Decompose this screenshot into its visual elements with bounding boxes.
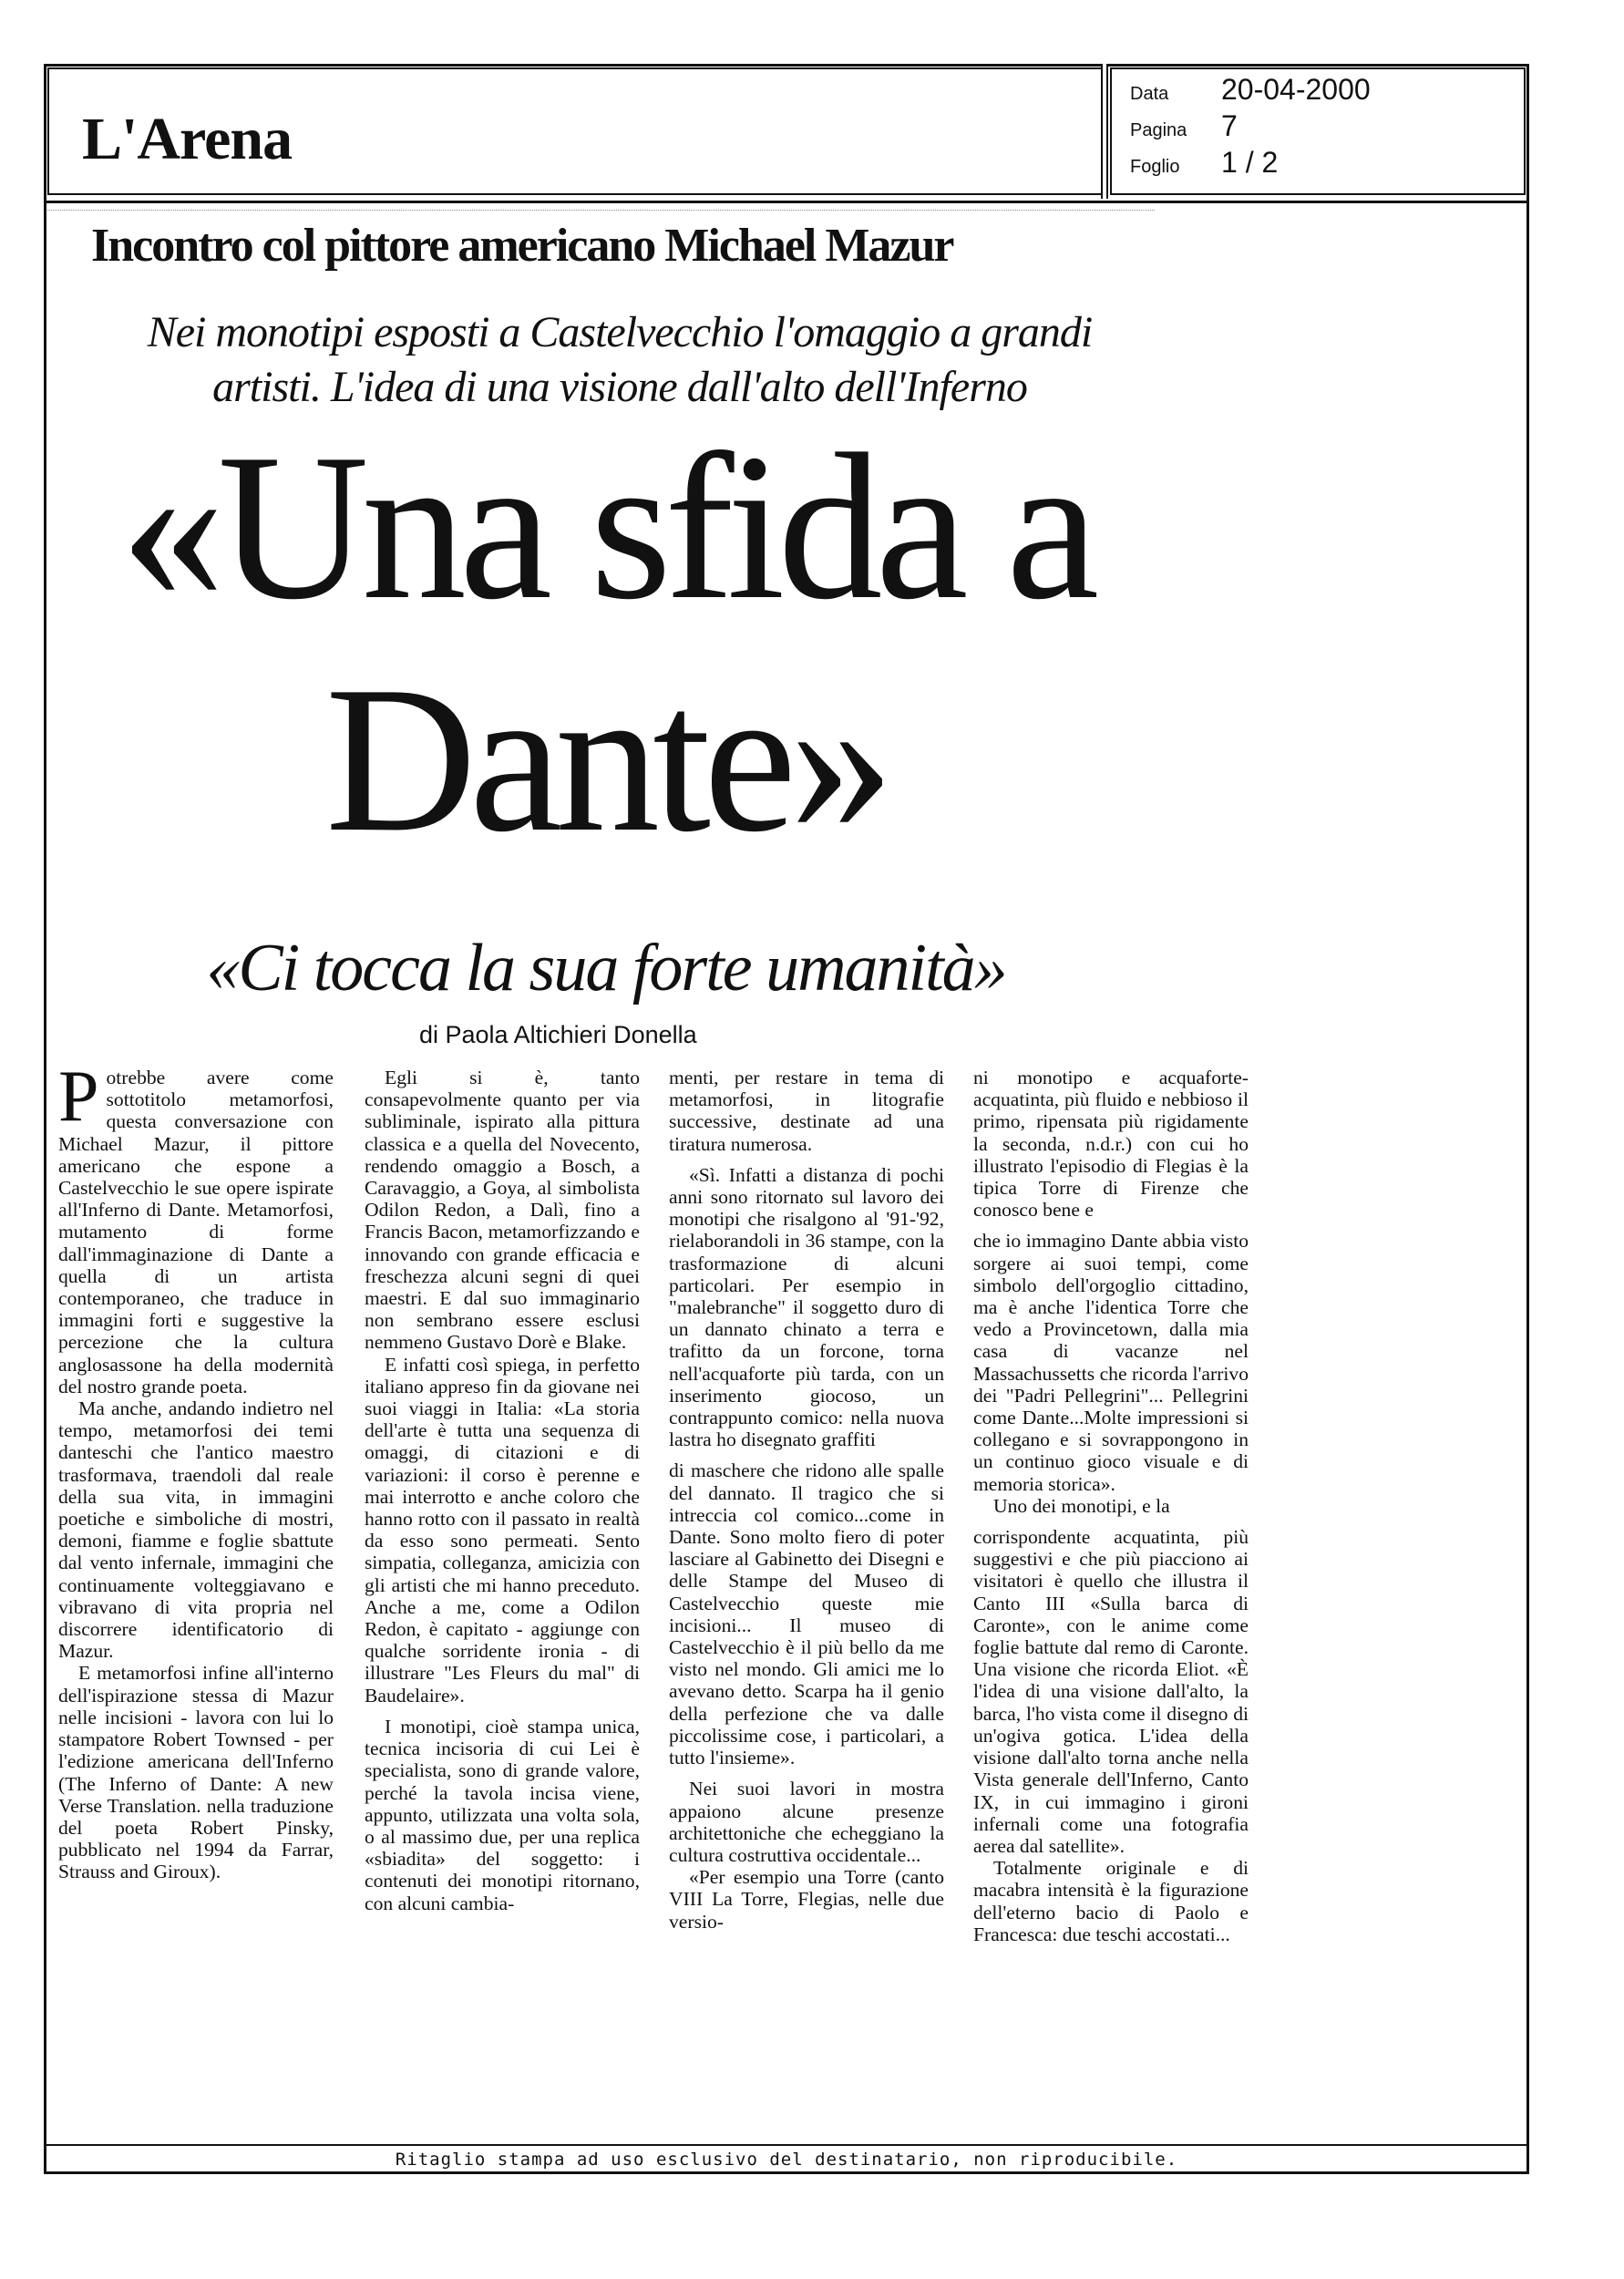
paragraph: ni monotipo e acquaforte-acquatinta, più fluido e nebbioso il primo, ripensata più rigidamente la seconda, n.d.r.) con cui ho illustrato l'episodio di Flegias è la tipica Torre di Firenze che conosco bene e [973, 1067, 1249, 1222]
sheet-value: 1 / 2 [1221, 146, 1279, 179]
paragraph: Uno dei monotipi, e la [993, 1494, 1170, 1517]
article-quote: «Ci tocca la sua forte umanità» [206, 931, 1006, 1005]
page-value: 7 [1221, 109, 1238, 142]
paragraph: Totalmente originale e di macabra intensità è la figurazione dell'eterno bacio di Paolo e Francesca: due teschi accostati... [973, 1857, 1249, 1945]
header-separator [1101, 64, 1108, 199]
paragraph: Potrebbe avere come sottotitolo metamorfosi, questa conversazione con Michael Mazur, il pittore americano che espone a Castelvecchio le sue opere ispirate all'Inferno di Dante. Metamorfosi, mutamento di forme dall'immaginazione di Dante a quella di un artista contemporaneo, che traduce in immagini forti e suggestive la percezione che la cultura anglosassone ha della modernità del nostro grande poeta. [58, 1057, 334, 1397]
paragraph: di maschere che ridono alle spalle del dannato. Il tragico che si intreccia col comico...come in Dante. Sono molto fiero di poter lasciare al Gabinetto dei Disegni e delle Stampe del Museo di Castelvecchio queste mie incisioni... Il museo di Castelvecchio è il più bello da me visto nel mondo. Gli amici me lo avevano detto. Scarpa ha il genio della perfezione che va dalle piccolissime cose, i particolari, a tutto l'insieme». [669, 1459, 944, 1769]
article-kicker: Incontro col pittore americano Michael Mazur [91, 220, 953, 272]
drop-cap: P [58, 1057, 99, 1137]
footer-rule [44, 2144, 1529, 2146]
article-column-4 [973, 1067, 1249, 1945]
newspaper-logo: L'Arena [82, 106, 293, 172]
paragraph: Ma anche, andando indietro nel tempo, metamorfosi dei temi danteschi che l'antico maestro trasformava, traendoli dal reale della sua vita, in immagini poetiche e simboliche di mostri, demoni, fiamme e foglie sbattute dal vento infernale, immagini che continuamente volteggiavano e vibravano di vita propria nel discorrere identificatorio di Mazur. [58, 1397, 334, 1663]
article-headline: «Una sfida a Dante» [119, 410, 1093, 875]
paragraph: E metamorfosi infine all'interno dell'ispirazione stessa di Mazur nelle incisioni - lavora con lui lo stampatore Robert Townsed - per l'edizione americana dell'Inferno (The Inferno of Dante: A new Verse Translation. nella traduzione del poeta Robert Pinsky, pubblicato nel 1994 da Farrar, Strauss and Giroux). [58, 1662, 334, 1883]
date-value: 20-04-2000 [1221, 73, 1371, 106]
sheet-label: Foglio [1130, 157, 1180, 177]
article-subtitle: Nei monotipi esposti a Castelvecchio l'omaggio a grandi artisti. L'idea di una visione dall'alto dell'Inferno [147, 308, 1093, 411]
article-column-2 [365, 1067, 640, 1914]
article-byline: di Paola Altichieri Donella [419, 1021, 697, 1048]
paragraph: corrispondente acquatinta, più suggestivi e che più piacciono ai visitatori è quello che illustra il Canto III «Sulla barca di Caronte», con le anime come foglie battute dal remo di Caronte. Una visione che ricorda Eliot. «È l'idea di una visione dall'alto, la barca, l'ho vista come il disegno di un'ogiva gotica. L'idea della visione dall'alto torna anche nella Vista generale dell'Inferno, Canto IX, in cui immagino i gironi infernali come una fotografia aerea dal satellite». [973, 1526, 1249, 1857]
paragraph: Nei suoi lavori in mostra appaiono alcune presenze architettoniche che echeggiano la cultura costruttiva occidentale... [669, 1778, 944, 1866]
article-column-3 [669, 1067, 944, 1933]
dotted-rule [47, 210, 1155, 211]
paragraph: E infatti così spiega, in perfetto italiano appreso fin da giovane nei suoi viaggi in Italia: «La storia dell'arte è tutta una sequenza di omaggi, di citazioni e di variazioni: il corso è perenne e mai interrotto e anche coloro che hanno rotto con il passato in realtà da esso sono permeati. Sento simpatia, colleganza, amicizia con gli artisti che mi hanno preceduto. Anche a me, come a Odilon Redon, è capitato - aggiunge con qualche sorridente ironia - di illustrare "Les Fleurs du mal" di Baudelaire». [365, 1353, 640, 1707]
header-rule [44, 201, 1529, 203]
paragraph: che io immagino Dante abbia visto sorgere ai suoi tempi, come simbolo dell'orgoglio cittadino, ma è anche l'identica Torre che vedo a Provincetown, dalla mia casa di vacanze nel Massachussetts che ricorda l'arrivo dei "Padri Pellegrini"... Pellegrini come Dante...Molte impressioni si collegano e si sovrappongono in un continuo gioco visuale e di memoria storica». [973, 1230, 1249, 1495]
paragraph: «Sì. Infatti a distanza di pochi anni sono ritornato sul lavoro dei monotipi che risalgono al '91-'92, rielaborandoli in 36 stampe, con la trasformazione di alcuni particolari. Per esempio in "malebranche" il soggetto duro di un dannato chinato a terra e trafitto da un forcone, torna nell'acquaforte più tarda, con un inserimento giocoso, un contrappunto comico: nella nuova lastra ho disegnato graffiti [669, 1163, 944, 1451]
reproduction-notice: Ritaglio stampa ad uso esclusivo del destinatario, non riproducibile. [395, 2150, 1178, 2170]
paragraph: Egli si è, tanto consapevolmente quanto per via subliminale, ispirato alla pittura classica e a quella del Novecento, rendendo omaggio a Bosch, a Caravaggio, a Goya, al simbolista Odilon Redon, a Dalì, fino a Francis Bacon, metamorfizzando e innovando con grande efficacia e freschezza alcuni segni di quei maestri. E dal suo immaginario non sembrano essere esclusi nemmeno Gustavo Dorè e Blake. [365, 1067, 640, 1354]
paragraph: I monotipi, cioè stampa unica, tecnica incisoria di cui Lei è specialista, sono di grande valore, perché la tavola incisa viene, appunto, utilizzata una volta sola, o al massimo due, per una replica «sbiadita» del soggetto: i contenuti dei monotipi ritornano, con alcuni cambia- [365, 1715, 640, 1914]
article-column-1 [58, 1057, 334, 1883]
date-label: Data [1130, 84, 1169, 104]
page-label: Pagina [1130, 120, 1187, 140]
paragraph: menti, per restare in tema di metamorfosi, in litografie successive, destinate ad una tiratura numerosa. [669, 1067, 944, 1155]
paragraph: «Per esempio una Torre (canto VIII La Torre, Flegias, nelle due versio- [669, 1866, 944, 1933]
